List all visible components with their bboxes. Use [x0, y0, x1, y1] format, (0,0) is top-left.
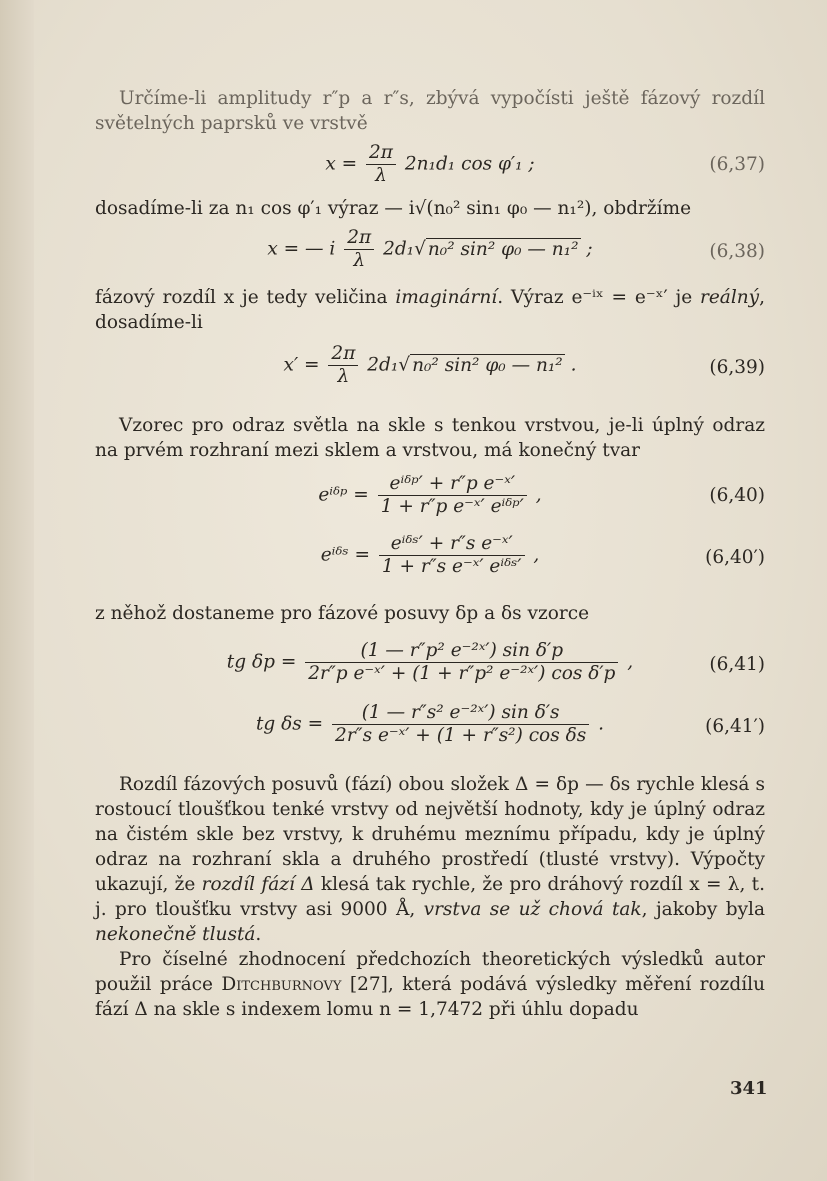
equation-label: (6,41) [709, 654, 765, 675]
equation-label: (6,37) [709, 154, 765, 175]
page-fold-shadow [0, 0, 34, 1181]
equation-6-40-prime: eⁱᵟˢ = $\frac{\text{eⁱᵟˢ′ + r″s e⁻ˣ′}}{\text{1 + r″s e⁻ˣ′ eⁱᵟˢ′}}$ , (6,40′) [320, 533, 765, 577]
fraction: $\frac{2\pi}{\lambda}$ [366, 142, 396, 187]
equation-label: (6,39) [709, 357, 765, 378]
paragraph-amplitudes: Určíme-li amplitudy r″p a r″s, zbývá vypočísti ještě fázový rozdíl světelných paprsků ve vrstvě [95, 88, 765, 134]
equation-6-40: eⁱᵟᵖ = $\frac{\text{eⁱᵟᵖ′ + r″p e⁻ˣ′}}{\text{1 + r″p e⁻ˣ′ eⁱᵟᵖ′}}$ , (6,40) [318, 473, 765, 517]
fraction: $\frac{\text{eⁱᵟˢ′ + r″s e⁻ˣ′}}{\text{1 + r″s e⁻ˣ′ eⁱᵟˢ′}}$ [379, 533, 525, 578]
equation-6-41: tg δp = $\frac{\text{(1 — r″p² e⁻²ˣ′) sin δ′p}}{\text{2r″p e⁻ˣ′ + (1 + r″p² e⁻²ˣ′) cos δ′p}}$ , (6,41) [226, 640, 765, 684]
paragraph-reflection-formula: Vzorec pro odraz světla na skle s tenkou vrstvou, je-li úplný odraz na prvém rozhraní mezi sklem a vrstvou, má konečný tvar [95, 415, 765, 461]
fraction: $\frac{2\pi}{\lambda}$ [344, 227, 374, 272]
text-block [95, 86, 765, 1022]
fraction: $\frac{\text{(1 — r″s² e⁻²ˣ′) sin δ′s}}{\text{2r″s e⁻ˣ′ + (1 + r″s²) cos δs}}$ [332, 702, 589, 747]
paragraph-ditchburn: Pro číselné zhodnocení předchozích theoretických výsledků autor použil práce Ditchburnovy [27], která podává výsledky měření rozdílu fází Δ na skle s indexem lomu n = 1,7472 při úhlu dopadu [95, 949, 766, 1020]
fraction: $\frac{\text{(1 — r″p² e⁻²ˣ′) sin δ′p}}{\text{2r″p e⁻ˣ′ + (1 + r″p² e⁻²ˣ′) cos δ′p}}$ [305, 640, 618, 685]
equation-6-37: x = $\frac{2\pi}{\lambda}$ 2n₁d₁ cos φ′₁ ; (6,37) [325, 142, 765, 186]
equation-label: (6,40′) [705, 547, 765, 568]
equation-6-39: x′ = $\frac{2\pi}{\lambda}$ 2d₁√ n₀² sin² φ₀ — n₁² . (6,39) [283, 343, 765, 387]
paragraph-imaginary: fázový rozdíl x je tedy veličina imaginární. Výraz e⁻ⁱˣ = e⁻ˣ′ je reálný, dosadíme-li [95, 287, 766, 333]
equation-label: (6,38) [709, 241, 765, 262]
paragraph-phase-shifts: z něhož dostaneme pro fázové posuvy δp a δs vzorce [95, 603, 590, 624]
equation-label: (6,40) [709, 485, 765, 506]
equation-6-38: x = — i $\frac{2\pi}{\lambda}$ 2d₁√ n₀² sin² φ₀ — n₁² ; (6,38) [267, 227, 765, 271]
paragraph-substitution: dosadíme-li za n₁ cos φ′₁ výraz — i√(n₀² sin₁ φ₀ — n₁²), obdržíme [95, 198, 692, 219]
equation-label: (6,41′) [705, 716, 765, 737]
fraction: $\frac{\text{eⁱᵟᵖ′ + r″p e⁻ˣ′}}{\text{1 + r″p e⁻ˣ′ eⁱᵟᵖ′}}$ [378, 473, 527, 518]
fraction: $\frac{2\pi}{\lambda}$ [328, 343, 358, 388]
page-number: 341 [730, 1078, 768, 1099]
paragraph-phase-difference: Rozdíl fázových posuvů (fází) obou složek Δ = δp — δs rychle klesá s rostoucí tloušťkou tenké vrstvy od největší hodnoty, kdy je úplný odraz na čistém skle bez vrstvy, k druhému meznímu případu, kdy je úplný odraz na rozhraní skla a druhého prostředí (tlusté vrstvy). Výpočty ukazují, že rozdíl fází Δ klesá tak rychle, že pro dráhový rozdíl x = λ, t. j. pro tloušťku vrstvy asi 9000 Å, vrstva se už chová tak, jakoby byla nekonečně tlustá. [95, 774, 765, 945]
equation-6-41-prime: tg δs = $\frac{\text{(1 — r″s² e⁻²ˣ′) sin δ′s}}{\text{2r″s e⁻ˣ′ + (1 + r″s²) cos δs}}$ . (6,41′) [255, 702, 765, 746]
